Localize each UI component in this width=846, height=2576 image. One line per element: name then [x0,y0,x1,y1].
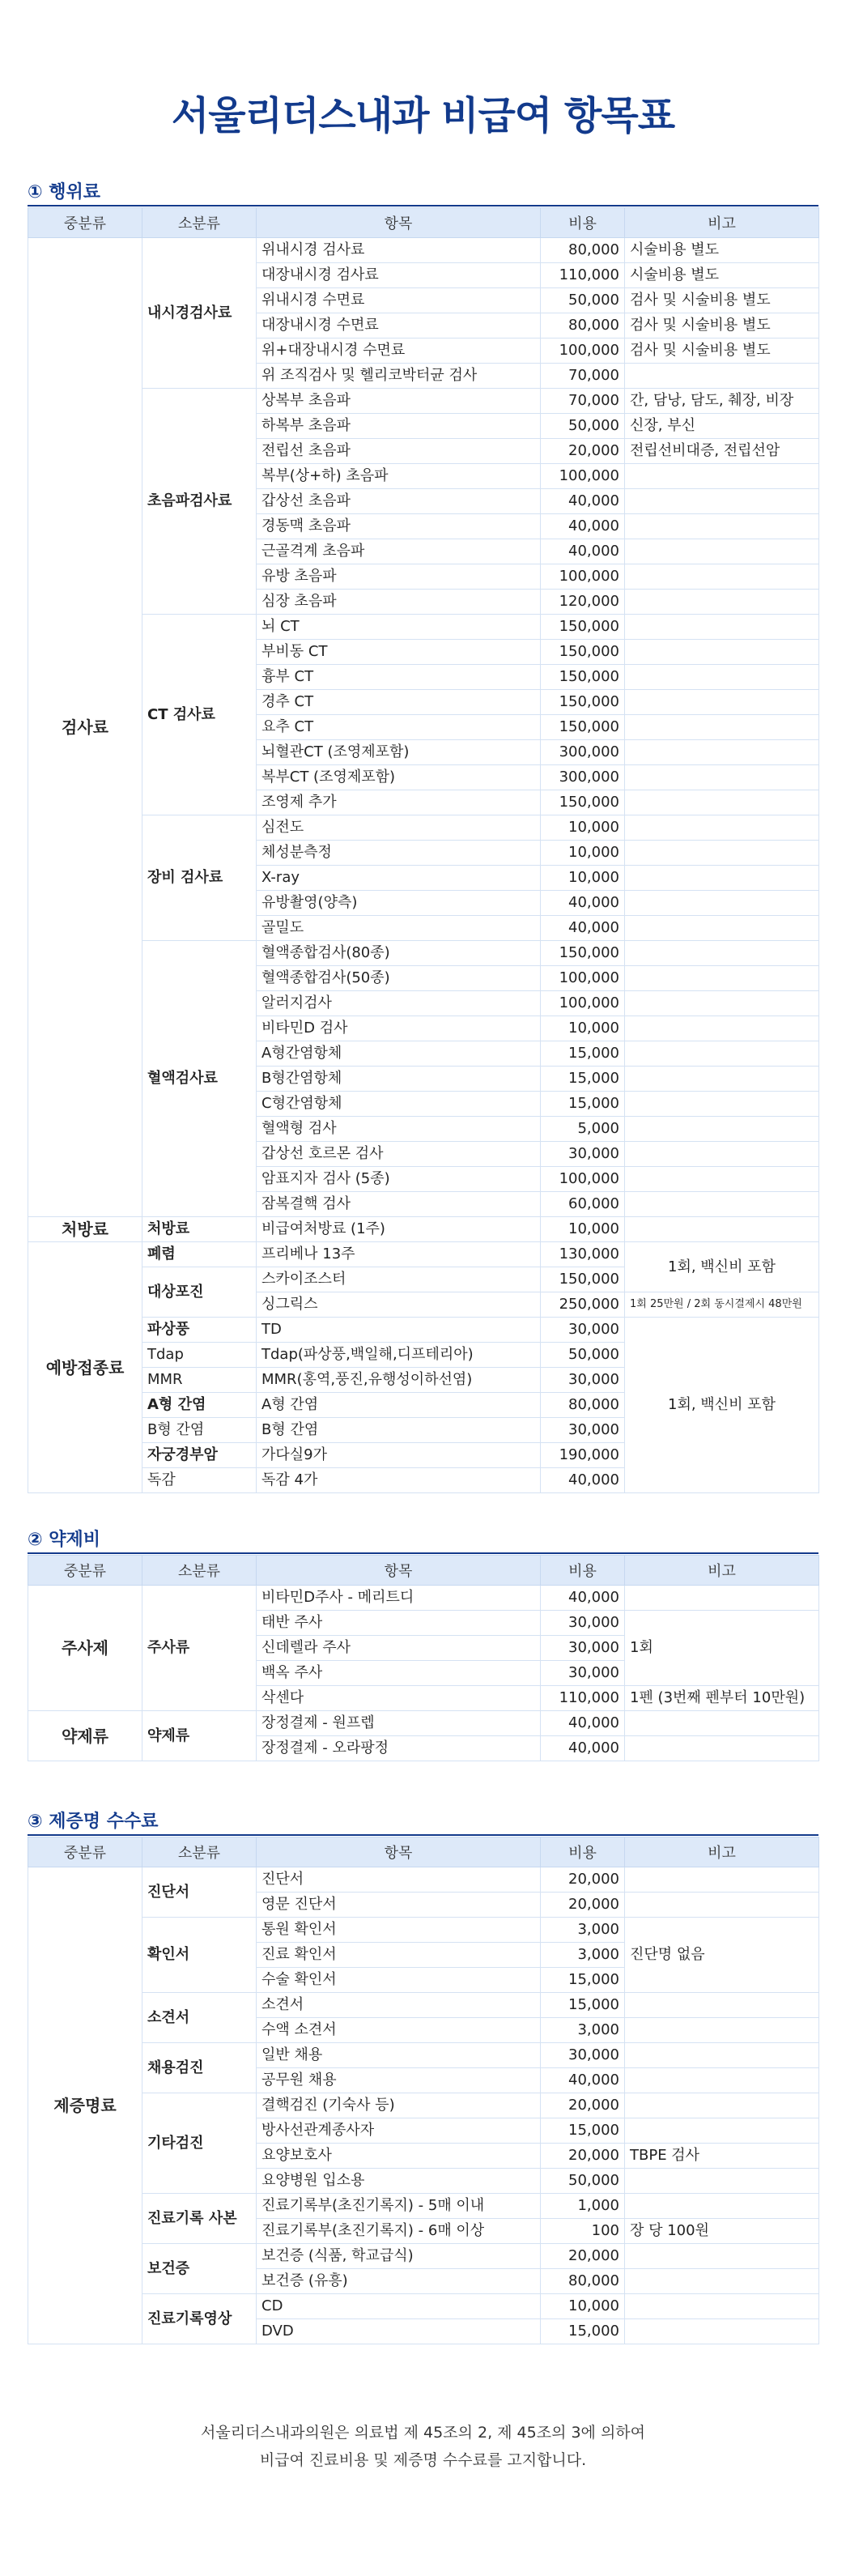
cost-cell: 300,000 [541,765,625,790]
item-cell: 비타민D주사 - 메리트디 [257,1586,541,1611]
item-cell: 장정결제 - 원프렙 [257,1711,541,1736]
cost-cell: 190,000 [541,1443,625,1468]
cost-cell: 3,000 [541,1943,625,1968]
item-cell: 위+대장내시경 수면료 [257,338,541,364]
item-cell: 심전도 [257,815,541,841]
item-cell: 위내시경 검사료 [257,238,541,263]
subgroup-cell: 진료기록 사본 [142,2194,257,2244]
column-header: 항목 [257,1556,541,1586]
column-header: 중분류 [28,208,142,238]
note-cell [625,564,819,590]
note-cell: 검사 및 시술비용 별도 [625,338,819,364]
note-cell [625,2018,819,2043]
item-cell: 혈액종합검사(50종) [257,966,541,991]
note-cell: 검사 및 시술비용 별도 [625,288,819,313]
cost-cell: 150,000 [541,690,625,715]
note-cell [625,2068,819,2093]
column-header: 비고 [625,208,819,238]
item-cell: 흉부 CT [257,665,541,690]
note-cell [625,1893,819,1918]
table-row [28,1242,819,1267]
cost-cell: 40,000 [541,916,625,941]
subgroup-cell: MMR [142,1368,257,1393]
item-cell: 독감 4가 [257,1468,541,1493]
note-cell [625,615,819,640]
note-cell [625,1067,819,1092]
subgroup-cell: 약제류 [142,1711,257,1761]
column-header: 중분류 [28,1556,142,1586]
item-cell: B형간염항체 [257,1067,541,1092]
legal-notice-line: 서울리더스내과의원은 의료법 제 45조의 2, 제 45조의 3에 의하여 [200,2424,646,2442]
note-cell [625,1117,819,1142]
cost-cell: 100,000 [541,991,625,1016]
note-cell: 전립선비대증, 전립선암 [625,439,819,464]
column-header: 중분류 [28,1837,142,1867]
note-cell: 1펜 (3번째 펜부터 10만원) [625,1686,819,1711]
subgroup-cell: 확인서 [142,1918,257,1993]
item-cell: 삭센다 [257,1686,541,1711]
cost-cell: 40,000 [541,489,625,514]
cost-cell: 80,000 [541,238,625,263]
table-row [28,1318,819,1343]
cost-cell: 100,000 [541,966,625,991]
table-row [28,2194,819,2219]
cost-cell: 10,000 [541,1016,625,1041]
item-cell: 비타민D 검사 [257,1016,541,1041]
note-cell [625,1192,819,1217]
subgroup-cell: 자궁경부암 [142,1443,257,1468]
note-cell [625,2169,819,2194]
item-cell: 하복부 초음파 [257,414,541,439]
cost-cell: 15,000 [541,1092,625,1117]
drug-fee-table [28,1555,819,1761]
subgroup-cell: A형 간염 [142,1393,257,1418]
note-cell [625,966,819,991]
item-cell: 가다실9가 [257,1443,541,1468]
item-cell: A형 간염 [257,1393,541,1418]
cost-cell: 30,000 [541,1318,625,1343]
cost-cell: 150,000 [541,715,625,740]
cost-cell: 15,000 [541,1041,625,1067]
cost-cell: 150,000 [541,790,625,815]
item-cell: 조영제 추가 [257,790,541,815]
column-header: 비용 [541,1556,625,1586]
cost-cell: 100 [541,2219,625,2244]
note-cell [625,916,819,941]
note-cell [625,514,819,539]
note-cell: 간, 담낭, 담도, 췌장, 비장 [625,389,819,414]
item-cell: 체성분측정 [257,841,541,866]
note-cell [625,2043,819,2068]
cost-cell: 250,000 [541,1292,625,1318]
item-cell: 진료기록부(초진기록지) - 5매 이내 [257,2194,541,2219]
cost-cell: 40,000 [541,514,625,539]
section-divider [28,1834,818,1836]
table-row [28,1217,819,1242]
item-cell: 진단서 [257,1867,541,1893]
item-cell: 뇌혈관CT (조영제포함) [257,740,541,765]
note-cell [625,1867,819,1893]
note-cell [625,2194,819,2219]
table-row [28,2093,819,2118]
item-cell: DVD [257,2319,541,2344]
item-cell: 신데렐라 주사 [257,1636,541,1661]
note-cell [625,1041,819,1067]
cost-cell: 50,000 [541,2169,625,2194]
item-cell: TD [257,1318,541,1343]
note-cell [625,815,819,841]
cost-cell: 5,000 [541,1117,625,1142]
note-cell [625,2269,819,2294]
note-cell: TBPE 검사 [625,2144,819,2169]
cost-cell: 50,000 [541,414,625,439]
table-header-row [28,1556,819,1586]
cost-cell: 20,000 [541,2244,625,2269]
note-cell [625,2319,819,2344]
note-cell [625,539,819,564]
item-cell: 진료 확인서 [257,1943,541,1968]
column-header: 항목 [257,1837,541,1867]
note-cell [625,489,819,514]
note-cell [625,2118,819,2144]
note-cell [625,941,819,966]
note-cell [625,665,819,690]
cost-cell: 40,000 [541,891,625,916]
cost-cell: 150,000 [541,1267,625,1292]
column-header: 항목 [257,208,541,238]
cost-cell: 10,000 [541,2294,625,2319]
item-cell: 유방 초음파 [257,564,541,590]
cost-cell: 100,000 [541,1167,625,1192]
cost-cell: 110,000 [541,1686,625,1711]
cost-cell: 20,000 [541,2093,625,2118]
item-cell: CD [257,2294,541,2319]
column-header: 소분류 [142,1837,257,1867]
subgroup-cell: 채용검진 [142,2043,257,2093]
note-cell [625,790,819,815]
note-cell [625,1711,819,1736]
cost-cell: 130,000 [541,1242,625,1267]
cost-cell: 80,000 [541,1393,625,1418]
item-cell: 갑상선 호르몬 검사 [257,1142,541,1167]
cost-cell: 300,000 [541,740,625,765]
subgroup-cell: 소견서 [142,1993,257,2043]
table-row [28,389,819,414]
cost-cell: 40,000 [541,1468,625,1493]
item-cell: MMR(홍역,풍진,유행성이하선염) [257,1368,541,1393]
cost-cell: 120,000 [541,590,625,615]
cost-cell: 30,000 [541,1661,625,1686]
item-cell: 태반 주사 [257,1611,541,1636]
note-cell: 1회, 백신비 포함 [625,1318,819,1493]
cost-cell: 30,000 [541,1636,625,1661]
cost-cell: 70,000 [541,364,625,389]
cost-cell: 60,000 [541,1192,625,1217]
note-cell [625,690,819,715]
item-cell: 프리베나 13주 [257,1242,541,1267]
group-cell: 제증명료 [28,1867,142,2344]
table-row [28,2043,819,2068]
subgroup-cell: 기타검진 [142,2093,257,2194]
cost-cell: 30,000 [541,1418,625,1443]
group-cell: 약제류 [28,1711,142,1761]
item-cell: 영문 진단서 [257,1893,541,1918]
item-cell: 비급여처방료 (1주) [257,1217,541,1242]
table-row [28,2244,819,2269]
item-cell: 요양보호사 [257,2144,541,2169]
item-cell: 잠복결핵 검사 [257,1192,541,1217]
note-cell [625,2294,819,2319]
note-cell [625,1016,819,1041]
section-divider [28,1552,818,1554]
note-cell: 장 당 100원 [625,2219,819,2244]
note-cell [625,715,819,740]
item-cell: 유방촬영(양측) [257,891,541,916]
note-cell [625,1217,819,1242]
item-cell: 보건증 (식품, 학교급식) [257,2244,541,2269]
note-cell [625,740,819,765]
item-cell: 요양병원 입소용 [257,2169,541,2194]
subgroup-cell: Tdap [142,1343,257,1368]
note-cell [625,1092,819,1117]
item-cell: 백옥 주사 [257,1661,541,1686]
note-cell: 진단명 없음 [625,1918,819,1993]
cost-cell: 40,000 [541,1711,625,1736]
cost-cell: 50,000 [541,288,625,313]
cost-cell: 15,000 [541,2319,625,2344]
cost-cell: 15,000 [541,1968,625,1993]
item-cell: 전립선 초음파 [257,439,541,464]
table-row [28,1918,819,1943]
item-cell: 상복부 초음파 [257,389,541,414]
item-cell: 혈액종합검사(80종) [257,941,541,966]
procedure-fee-table [28,207,819,1493]
item-cell: 일반 채용 [257,2043,541,2068]
note-cell [625,2244,819,2269]
note-cell: 1회, 백신비 포함 [625,1242,819,1292]
cost-cell: 20,000 [541,2144,625,2169]
cost-cell: 10,000 [541,841,625,866]
item-cell: 장정결제 - 오라팡정 [257,1736,541,1761]
table-row [28,238,819,263]
subgroup-cell: B형 간염 [142,1418,257,1443]
table-row [28,941,819,966]
cost-cell: 10,000 [541,866,625,891]
item-cell: 혈액형 검사 [257,1117,541,1142]
item-cell: 대장내시경 검사료 [257,263,541,288]
item-cell: A형간염항체 [257,1041,541,1067]
cost-cell: 50,000 [541,1343,625,1368]
note-cell [625,1993,819,2018]
subgroup-cell: 주사류 [142,1586,257,1711]
item-cell: 심장 초음파 [257,590,541,615]
section-divider [28,205,818,207]
item-cell: 요추 CT [257,715,541,740]
item-cell: 스카이조스터 [257,1267,541,1292]
table-row [28,1711,819,1736]
item-cell: 소견서 [257,1993,541,2018]
cost-cell: 20,000 [541,1893,625,1918]
cost-cell: 10,000 [541,815,625,841]
subgroup-cell: 대상포진 [142,1267,257,1318]
legal-notice [0,2419,846,2474]
page-title: 서울리더스내과 비급여 항목표 [171,93,675,138]
note-cell: 신장, 부신 [625,414,819,439]
cost-cell: 110,000 [541,263,625,288]
cost-cell: 15,000 [541,2118,625,2144]
item-cell: 경추 CT [257,690,541,715]
subgroup-cell: 폐렴 [142,1242,257,1267]
item-cell: 방사선관계종사자 [257,2118,541,2144]
note-cell: 1회 25만원 / 2회 동시결제시 48만원 [625,1292,819,1318]
table-row [28,1993,819,2018]
item-cell: 결핵검진 (기숙사 등) [257,2093,541,2118]
item-cell: 골밀도 [257,916,541,941]
section-heading-certificates: ③ 제증명 수수료 [28,1812,159,1832]
cost-cell: 150,000 [541,941,625,966]
section-heading-drugs: ② 약제비 [28,1530,101,1550]
group-cell: 주사제 [28,1586,142,1711]
cost-cell: 3,000 [541,1918,625,1943]
item-cell: 통원 확인서 [257,1918,541,1943]
group-cell: 예방접종료 [28,1242,142,1493]
certificate-fee-table [28,1837,819,2344]
cost-cell: 1,000 [541,2194,625,2219]
column-header: 비용 [541,208,625,238]
note-cell [625,1586,819,1611]
note-cell: 검사 및 시술비용 별도 [625,313,819,338]
item-cell: 알러지검사 [257,991,541,1016]
table-header-row [28,208,819,238]
item-cell: 위내시경 수면료 [257,288,541,313]
group-cell: 처방료 [28,1217,142,1242]
note-cell [625,2093,819,2118]
cost-cell: 10,000 [541,1217,625,1242]
cost-cell: 30,000 [541,1611,625,1636]
cost-cell: 3,000 [541,2018,625,2043]
item-cell: 부비동 CT [257,640,541,665]
note-cell [625,866,819,891]
item-cell: 수액 소견서 [257,2018,541,2043]
cost-cell: 80,000 [541,2269,625,2294]
cost-cell: 30,000 [541,1142,625,1167]
subgroup-cell: 장비 검사료 [142,815,257,941]
subgroup-cell: 내시경검사료 [142,238,257,389]
subgroup-cell: 독감 [142,1468,257,1493]
section-heading-procedures: ① 행위료 [28,182,101,202]
column-header: 비고 [625,1556,819,1586]
subgroup-cell: CT 검사료 [142,615,257,815]
item-cell: 경동맥 초음파 [257,514,541,539]
subgroup-cell: 진단서 [142,1867,257,1918]
table-row [28,1867,819,1893]
cost-cell: 20,000 [541,1867,625,1893]
note-cell [625,1167,819,1192]
column-header: 소분류 [142,1556,257,1586]
cost-cell: 40,000 [541,539,625,564]
item-cell: X-ray [257,866,541,891]
subgroup-cell: 파상풍 [142,1318,257,1343]
legal-notice-line: 비급여 진료비용 및 제증명 수수료를 고지합니다. [259,2451,587,2469]
item-cell: 보건증 (유흥) [257,2269,541,2294]
cost-cell: 40,000 [541,1736,625,1761]
subgroup-cell: 초음파검사료 [142,389,257,615]
note-cell [625,891,819,916]
cost-cell: 100,000 [541,464,625,489]
cost-cell: 15,000 [541,1067,625,1092]
column-header: 비용 [541,1837,625,1867]
item-cell: 진료기록부(초진기록지) - 6매 이상 [257,2219,541,2244]
item-cell: 뇌 CT [257,615,541,640]
item-cell: 대장내시경 수면료 [257,313,541,338]
item-cell: 싱그릭스 [257,1292,541,1318]
note-cell [625,991,819,1016]
cost-cell: 20,000 [541,439,625,464]
cost-cell: 15,000 [541,1993,625,2018]
item-cell: 위 조직검사 및 헬리코박터균 검사 [257,364,541,389]
column-header: 비고 [625,1837,819,1867]
item-cell: Tdap(파상풍,백일해,디프테리아) [257,1343,541,1368]
item-cell: B형 간염 [257,1418,541,1443]
item-cell: 공무원 채용 [257,2068,541,2093]
subgroup-cell: 처방료 [142,1217,257,1242]
item-cell: 복부(상+하) 초음파 [257,464,541,489]
cost-cell: 70,000 [541,389,625,414]
item-cell: C형간염항체 [257,1092,541,1117]
note-cell: 시술비용 별도 [625,263,819,288]
cost-cell: 150,000 [541,665,625,690]
cost-cell: 100,000 [541,338,625,364]
item-cell: 근골격계 초음파 [257,539,541,564]
table-header-row [28,1837,819,1867]
cost-cell: 150,000 [541,615,625,640]
note-cell [625,590,819,615]
table-row [28,2294,819,2319]
note-cell: 시술비용 별도 [625,238,819,263]
note-cell: 1회 [625,1611,819,1686]
item-cell: 수술 확인서 [257,1968,541,1993]
note-cell [625,364,819,389]
column-header: 소분류 [142,208,257,238]
cost-cell: 150,000 [541,640,625,665]
cost-cell: 30,000 [541,1368,625,1393]
cost-cell: 80,000 [541,313,625,338]
note-cell [625,1736,819,1761]
cost-cell: 40,000 [541,2068,625,2093]
table-row [28,1586,819,1611]
table-row [28,815,819,841]
cost-cell: 40,000 [541,1586,625,1611]
item-cell: 복부CT (조영제포함) [257,765,541,790]
cost-cell: 100,000 [541,564,625,590]
note-cell [625,841,819,866]
item-cell: 갑상선 초음파 [257,489,541,514]
cost-cell: 30,000 [541,2043,625,2068]
table-row [28,615,819,640]
note-cell [625,464,819,489]
group-cell: 검사료 [28,238,142,1217]
note-cell [625,640,819,665]
subgroup-cell: 진료기록영상 [142,2294,257,2344]
note-cell [625,765,819,790]
subgroup-cell: 보건증 [142,2244,257,2294]
subgroup-cell: 혈액검사료 [142,941,257,1217]
note-cell [625,1142,819,1167]
item-cell: 암표지자 검사 (5종) [257,1167,541,1192]
